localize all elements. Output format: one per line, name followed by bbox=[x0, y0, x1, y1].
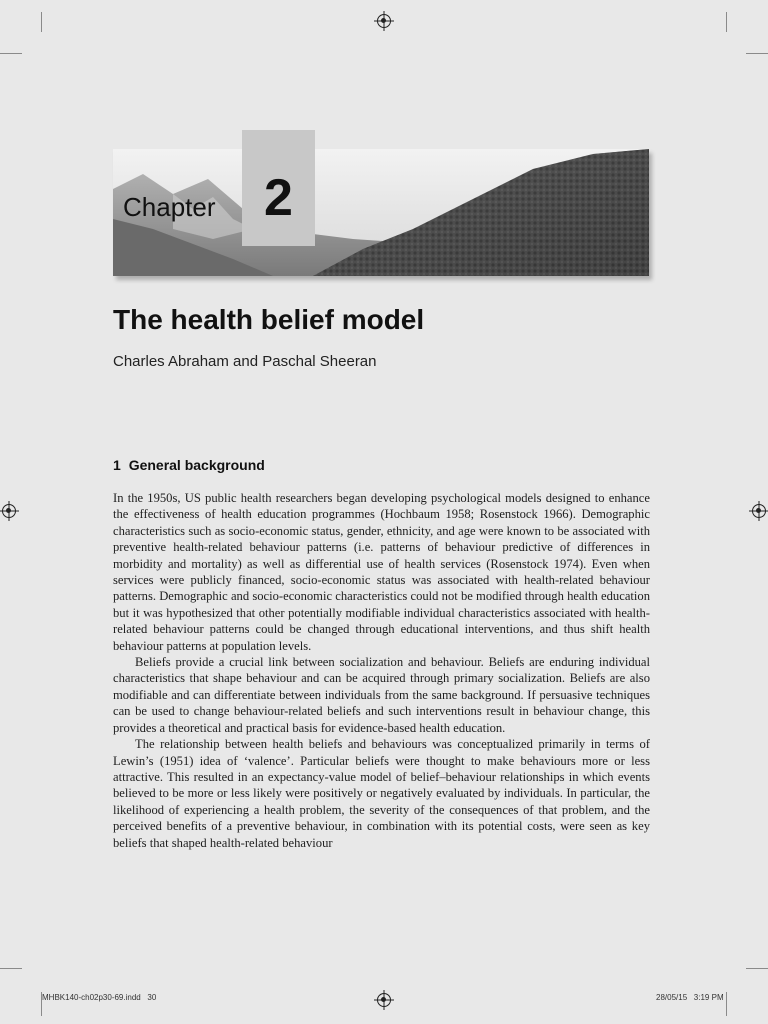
chapter-label: Chapter bbox=[123, 192, 216, 222]
authors: Charles Abraham and Paschal Sheeran bbox=[113, 353, 377, 370]
section-title: General background bbox=[128, 457, 265, 473]
footer-datetime: 28/05/15 3:19 PM bbox=[656, 993, 724, 1002]
section-number: 1 bbox=[113, 457, 121, 473]
crop-mark bbox=[726, 992, 727, 1016]
chapter-number-box bbox=[242, 130, 315, 246]
registration-mark-icon bbox=[752, 504, 766, 518]
crop-mark bbox=[746, 53, 768, 54]
registration-mark-icon bbox=[377, 14, 391, 28]
registration-mark-icon bbox=[377, 993, 391, 1007]
crop-mark bbox=[726, 12, 727, 32]
crop-mark bbox=[41, 12, 42, 32]
footer-file-info: MHBK140-ch02p30-69.indd 30 bbox=[42, 993, 157, 1002]
registration-mark-icon bbox=[2, 504, 16, 518]
crop-mark bbox=[0, 53, 22, 54]
paragraph: Beliefs provide a crucial link between socialization and behaviour. Beliefs are enduring individual characteristics that shape behaviour and can be acquired through primary socialization. Beliefs are also modifiable and can differentiate between individuals from the same background. If persuasive techniques can be used to change behaviour-related beliefs and such interventions result in behaviour change, this provides a theoretical and practical basis for evidence-based health education. bbox=[113, 655, 650, 735]
paragraph: In the 1950s, US public health researchers began developing psychological models designed to enhance the effectiveness of health education programmes (Hochbaum 1958; Rosenstock 1966). Demographic characteristics such as socio-economic status, gender, ethnicity, and age were known to be associated with preventive health-related behaviour patterns (i.e. patterns of behaviour predictive of differences in morbidity and mortality) as well as differential use of health services (Rosenstock 1974). Even when services were publicly financed, socio-economic status was associated with health-related behaviour patterns. Demographic and socio-economic characteristics could not be modified through health education but it was hypothesized that other potentially modifiable individual characteristics associated with health-related behaviour patterns could be changed through educational interventions, and thus shift health behaviour patterns at population levels. bbox=[113, 491, 650, 653]
crop-mark bbox=[0, 968, 22, 969]
paragraph: The relationship between health beliefs and behaviours was conceptualized primarily in terms of Lewin’s (1951) idea of ‘valence’. Particular beliefs were thought to make behaviours more or less attractive. This resulted in an expectancy-value model of belief–behaviour relationships in which events believed to be more or less likely were positively or negatively evaluated by individuals. In particular, the likelihood of experiencing a health problem, the severity of the consequences of that problem, and the perceived benefits of a preventive behaviour, in combination with its potential costs, were seen as key beliefs that shaped health-related behaviour bbox=[113, 737, 650, 850]
crop-mark bbox=[746, 968, 768, 969]
section-heading bbox=[113, 457, 265, 473]
chapter-title: The health belief model bbox=[113, 304, 425, 335]
body-text bbox=[113, 490, 650, 851]
chapter-number: 2 bbox=[264, 169, 293, 227]
